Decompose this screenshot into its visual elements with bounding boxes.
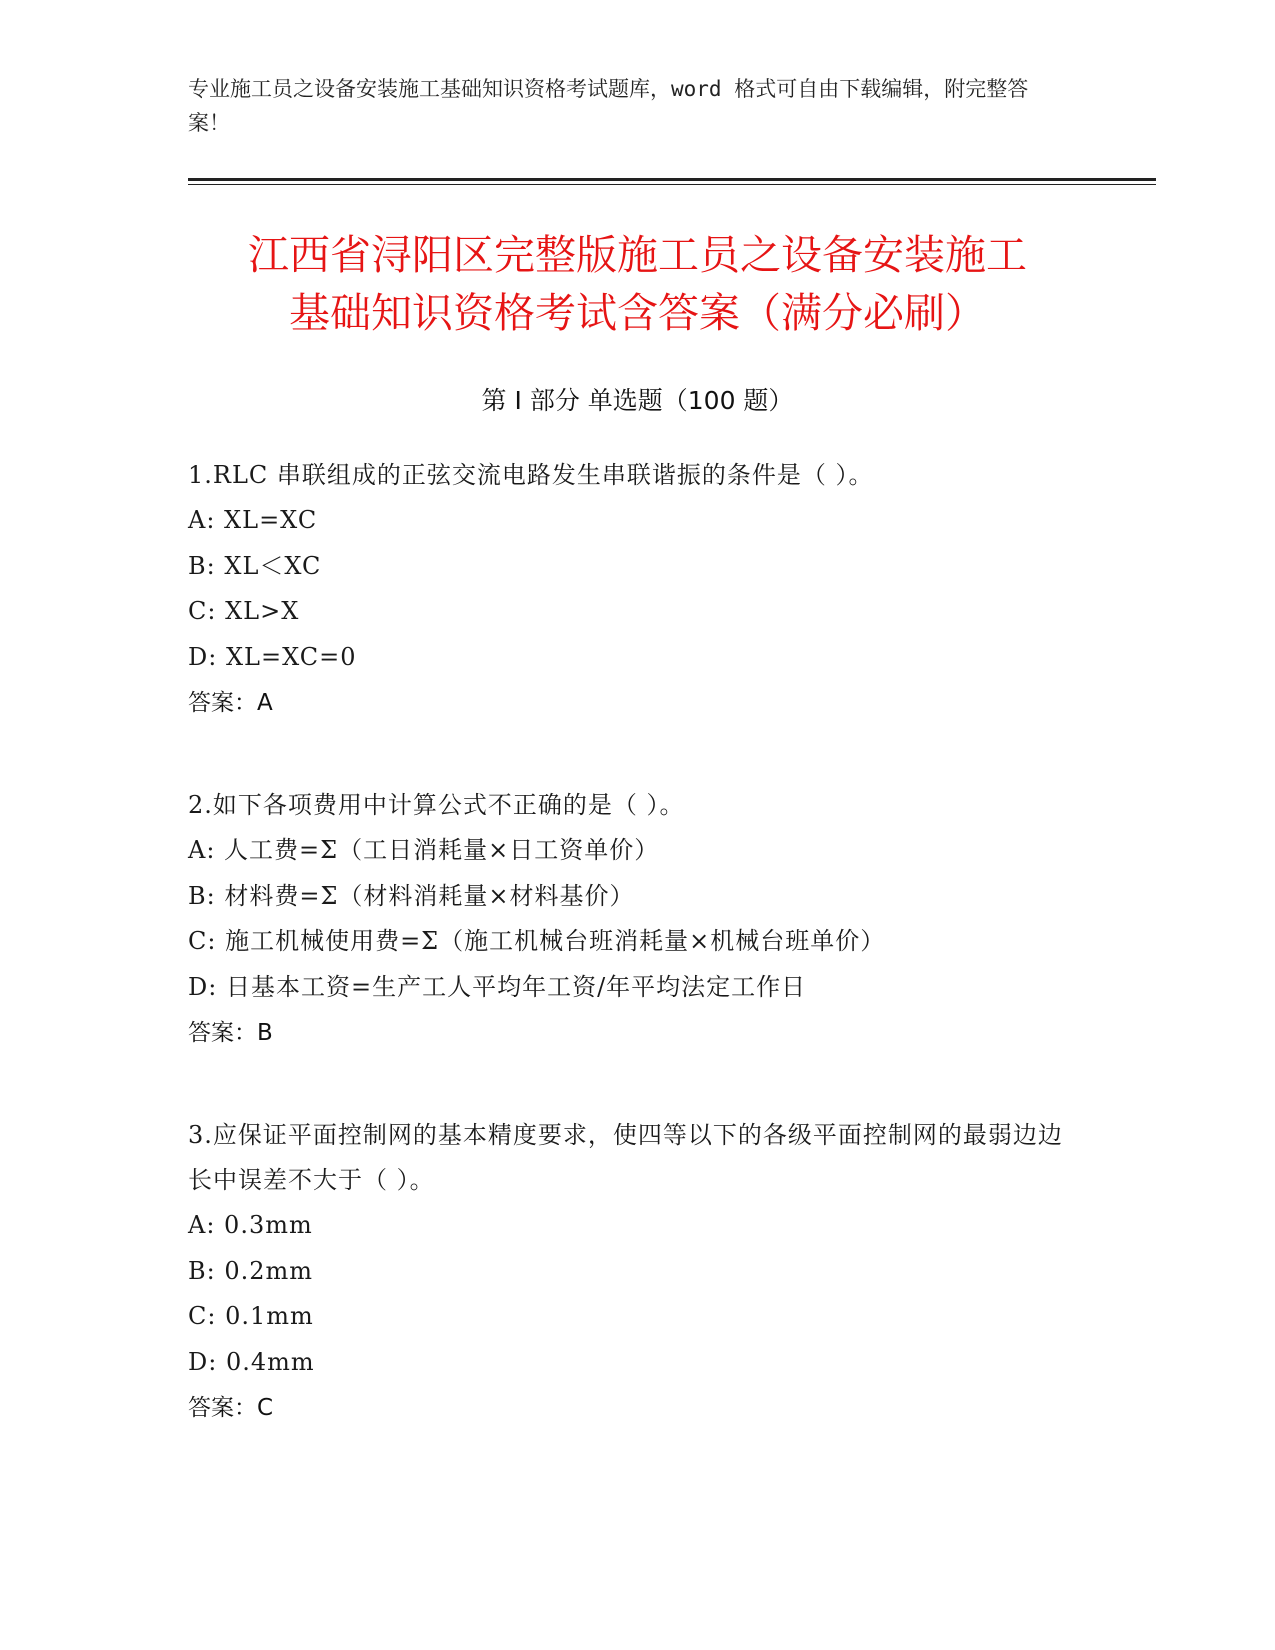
question-2 — [188, 783, 1088, 1056]
header-note: 专业施工员之设备安装施工基础知识资格考试题库，word 格式可自由下载编辑，附完整答案！ — [188, 77, 1029, 135]
option-d: D: XL=XC=0 — [188, 642, 357, 671]
document-title-line-2: 基础知识资格考试含答案（满分必刷） — [289, 289, 986, 337]
question-stem: 1.RLC 串联组成的正弦交流电路发生串联谐振的条件是（ ）。 — [188, 461, 874, 489]
answer: 答案：A — [188, 690, 273, 716]
option-d: D: 0.4mm — [188, 1347, 315, 1376]
answer: 答案：B — [188, 1020, 273, 1046]
option-c: C: 施工机械使用费=Σ（施工机械台班消耗量×机械台班单价） — [188, 927, 886, 955]
option-c: C: 0.1mm — [188, 1302, 314, 1330]
section-title: 第 I 部分 单选题（100 题） — [481, 386, 794, 415]
document-title — [150, 226, 1125, 342]
option-a: A: 人工费=Σ（工日消耗量×日工资单价） — [188, 836, 660, 864]
option-d: D: 日基本工资=生产工人平均年工资/年平均法定工作日 — [188, 972, 807, 1001]
option-b: B: 材料费=Σ（材料消耗量×材料基价） — [188, 881, 635, 910]
option-a: A: XL=XC — [188, 506, 318, 534]
option-a: A: 0.3mm — [188, 1211, 313, 1239]
document-title-line-1: 江西省浔阳区完整版施工员之设备安装施工 — [248, 231, 1027, 279]
header-divider-thin — [188, 184, 1156, 185]
header-divider-thick — [188, 178, 1156, 181]
option-b: B: XL＜XC — [188, 551, 322, 580]
question-1 — [188, 453, 1088, 726]
question-stem: 3.应保证平面控制网的基本精度要求，使四等以下的各级平面控制网的最弱边边长中误差不大于（ ）。 — [188, 1121, 1063, 1194]
answer: 答案：C — [188, 1395, 274, 1421]
option-c: C: XL>X — [188, 597, 300, 625]
question-stem: 2.如下各项费用中计算公式不正确的是（ ）。 — [188, 791, 685, 819]
question-3 — [188, 1113, 1063, 1431]
option-b: B: 0.2mm — [188, 1256, 314, 1285]
